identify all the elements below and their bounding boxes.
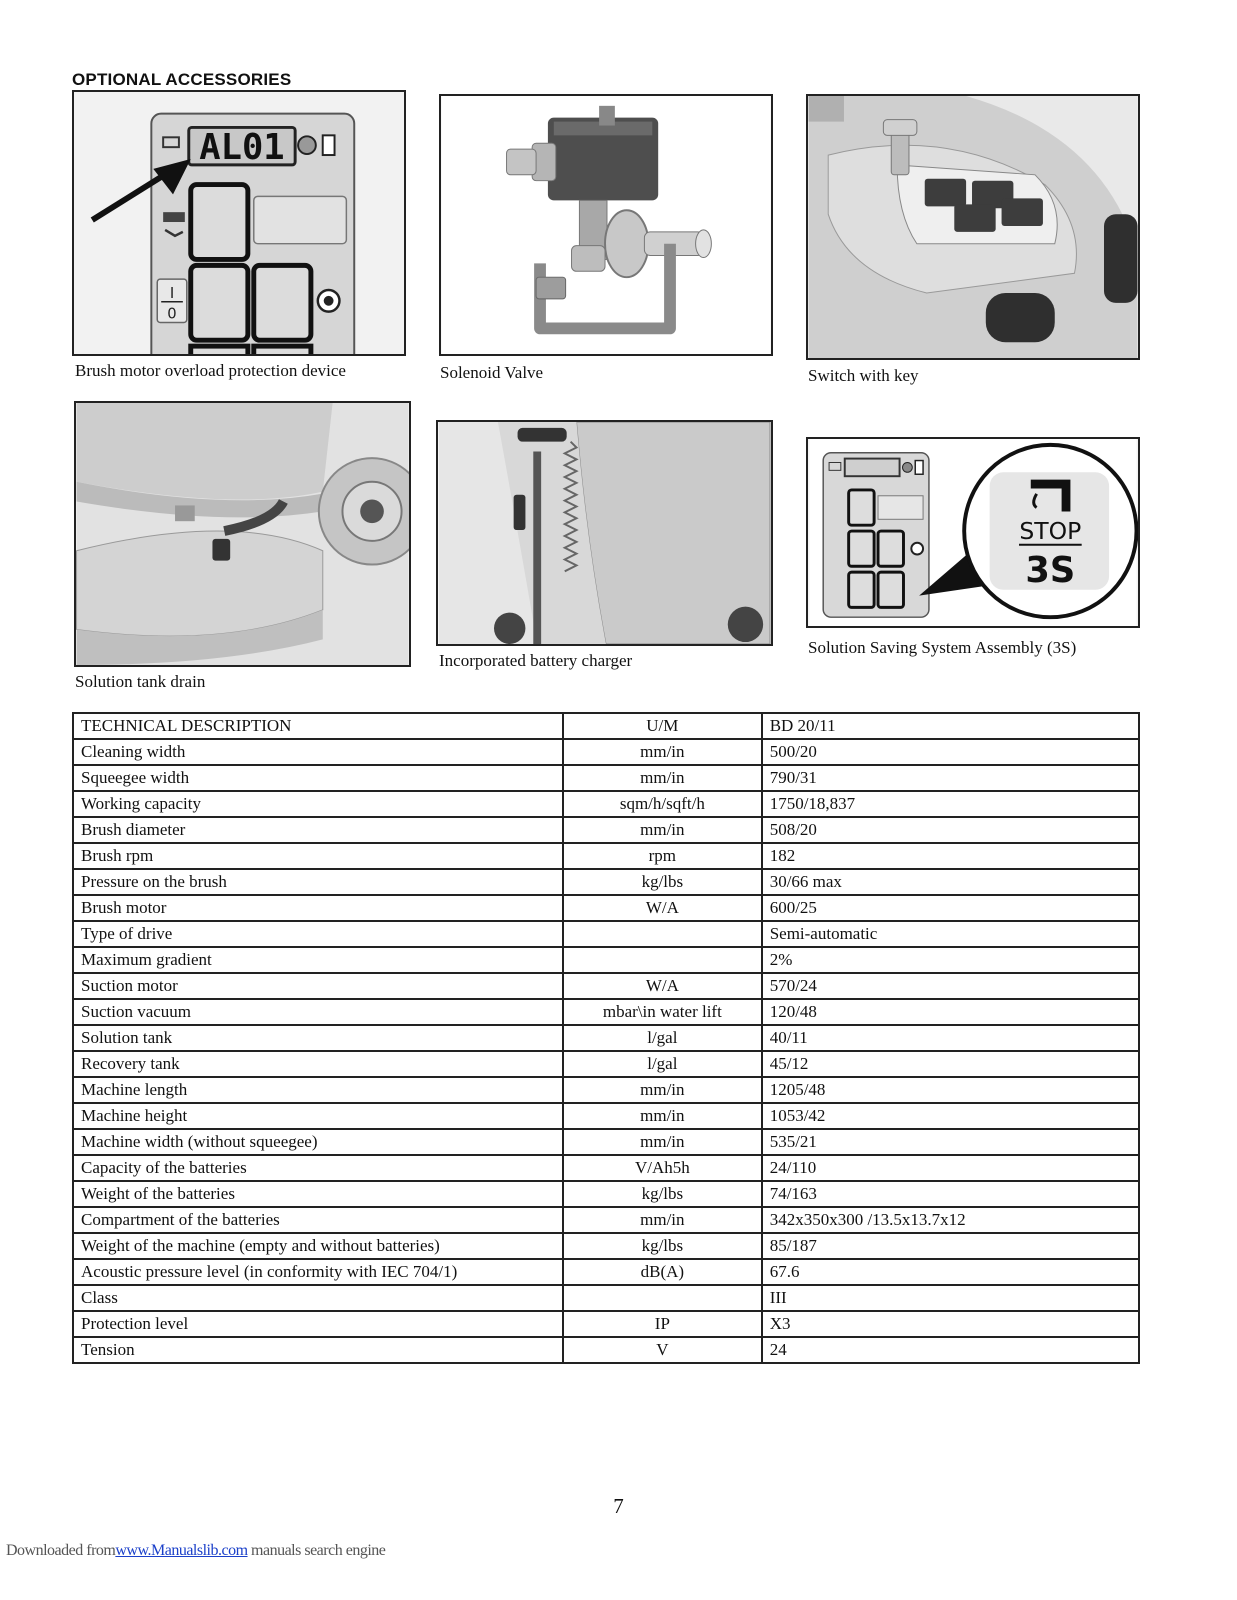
row-unit: W/A xyxy=(563,973,762,999)
caption-solenoid: Solenoid Valve xyxy=(440,363,544,382)
row-description: Tension xyxy=(73,1337,563,1363)
row-description: Solution tank xyxy=(73,1025,563,1051)
table-header-row xyxy=(73,713,1139,739)
page-number: 7 xyxy=(613,1494,624,1518)
footer-link[interactable]: www.Manualslib.com xyxy=(115,1542,248,1559)
row-value: Semi-automatic xyxy=(762,921,1139,947)
row-description: Pressure on the brush xyxy=(73,869,563,895)
row-description: Machine height xyxy=(73,1103,563,1129)
footer-prefix: Downloaded from xyxy=(6,1542,116,1559)
row-value: 40/11 xyxy=(762,1025,1139,1051)
row-unit: mm/in xyxy=(563,1207,762,1233)
header-unit: U/M xyxy=(563,713,762,739)
row-value: 535/21 xyxy=(762,1129,1139,1155)
row-value: 45/12 xyxy=(762,1051,1139,1077)
stop-label: STOP xyxy=(1019,516,1082,545)
row-description: Maximum gradient xyxy=(73,947,563,973)
row-description: Weight of the batteries xyxy=(73,1181,563,1207)
table-row xyxy=(73,1077,1139,1103)
caption-saving-system: Solution Saving System Assembly (3S) xyxy=(808,638,1077,657)
row-description: Cleaning width xyxy=(73,739,563,765)
svg-text:I: I xyxy=(169,284,175,302)
caption-tank-drain: Solution tank drain xyxy=(75,672,206,691)
table-row xyxy=(73,817,1139,843)
footer-suffix: manuals search engine xyxy=(247,1542,386,1559)
table-row xyxy=(73,869,1139,895)
row-unit: rpm xyxy=(563,843,762,869)
row-value: 500/20 xyxy=(762,739,1139,765)
row-unit: W/A xyxy=(563,895,762,921)
table-row xyxy=(73,1311,1139,1337)
row-unit: mm/in xyxy=(563,1077,762,1103)
caption-charger: Incorporated battery charger xyxy=(439,651,633,670)
row-description: Brush diameter xyxy=(73,817,563,843)
table-row xyxy=(73,765,1139,791)
row-value: 600/25 xyxy=(762,895,1139,921)
row-unit xyxy=(563,1285,762,1311)
row-value: 24/110 xyxy=(762,1155,1139,1181)
row-value: 1053/42 xyxy=(762,1103,1139,1129)
row-unit: mm/in xyxy=(563,817,762,843)
row-value: 182 xyxy=(762,843,1139,869)
switch-with-key-image xyxy=(806,94,1140,360)
row-unit: kg/lbs xyxy=(563,869,762,895)
header-model: BD 20/11 xyxy=(762,713,1139,739)
row-value: 570/24 xyxy=(762,973,1139,999)
row-value: 790/31 xyxy=(762,765,1139,791)
row-unit: V xyxy=(563,1337,762,1363)
header-description: TECHNICAL DESCRIPTION xyxy=(73,713,563,739)
row-value: 24 xyxy=(762,1337,1139,1363)
row-description: Recovery tank xyxy=(73,1051,563,1077)
table-row xyxy=(73,1337,1139,1363)
table-row xyxy=(73,999,1139,1025)
row-unit xyxy=(563,947,762,973)
row-value: 74/163 xyxy=(762,1181,1139,1207)
row-value: 120/48 xyxy=(762,999,1139,1025)
table-row xyxy=(73,1103,1139,1129)
table-row xyxy=(73,1285,1139,1311)
footer xyxy=(6,1542,385,1560)
solution-saving-system-image xyxy=(806,437,1140,628)
row-description: Weight of the machine (empty and without batteries) xyxy=(73,1233,563,1259)
row-unit: V/Ah5h xyxy=(563,1155,762,1181)
row-unit: mm/in xyxy=(563,1129,762,1155)
table-row xyxy=(73,1259,1139,1285)
solution-tank-drain-image xyxy=(74,401,411,667)
row-value: 1205/48 xyxy=(762,1077,1139,1103)
row-description: Acoustic pressure level (in conformity with IEC 704/1) xyxy=(73,1259,563,1285)
table-row xyxy=(73,739,1139,765)
solenoid-valve-image xyxy=(439,94,773,356)
row-value: 1750/18,837 xyxy=(762,791,1139,817)
three-s-label: 3S xyxy=(1025,549,1076,591)
row-value: 2% xyxy=(762,947,1139,973)
row-unit: l/gal xyxy=(563,1051,762,1077)
row-unit xyxy=(563,921,762,947)
row-unit: l/gal xyxy=(563,1025,762,1051)
battery-charger-image xyxy=(436,420,773,646)
row-description: Class xyxy=(73,1285,563,1311)
table-row xyxy=(73,1051,1139,1077)
row-description: Type of drive xyxy=(73,921,563,947)
table-row xyxy=(73,1207,1139,1233)
brush-motor-overload-image xyxy=(72,90,406,356)
display-code: AL01 xyxy=(199,126,285,168)
table-row xyxy=(73,1181,1139,1207)
row-description: Machine width (without squeegee) xyxy=(73,1129,563,1155)
row-description: Brush motor xyxy=(73,895,563,921)
row-value: 508/20 xyxy=(762,817,1139,843)
row-value: 85/187 xyxy=(762,1233,1139,1259)
row-description: Squeegee width xyxy=(73,765,563,791)
row-description: Capacity of the batteries xyxy=(73,1155,563,1181)
row-description: Protection level xyxy=(73,1311,563,1337)
svg-text:0: 0 xyxy=(167,305,177,323)
row-unit: mm/in xyxy=(563,765,762,791)
row-value: X3 xyxy=(762,1311,1139,1337)
row-description: Suction vacuum xyxy=(73,999,563,1025)
caption-brush-motor: Brush motor overload protection device xyxy=(75,361,346,380)
table-row xyxy=(73,1025,1139,1051)
row-unit: IP xyxy=(563,1311,762,1337)
row-description: Suction motor xyxy=(73,973,563,999)
section-heading: OPTIONAL ACCESSORIES xyxy=(72,70,292,89)
row-unit: kg/lbs xyxy=(563,1181,762,1207)
table-row xyxy=(73,921,1139,947)
table-row xyxy=(73,973,1139,999)
row-description: Working capacity xyxy=(73,791,563,817)
row-value: 67.6 xyxy=(762,1259,1139,1285)
table-row xyxy=(73,791,1139,817)
row-description: Brush rpm xyxy=(73,843,563,869)
table-row xyxy=(73,843,1139,869)
row-value: III xyxy=(762,1285,1139,1311)
table-row xyxy=(73,1129,1139,1155)
row-unit: kg/lbs xyxy=(563,1233,762,1259)
row-unit: mm/in xyxy=(563,739,762,765)
row-unit: sqm/h/sqft/h xyxy=(563,791,762,817)
table-row xyxy=(73,1155,1139,1181)
row-description: Compartment of the batteries xyxy=(73,1207,563,1233)
row-unit: dB(A) xyxy=(563,1259,762,1285)
table-row xyxy=(73,1233,1139,1259)
caption-switch-key: Switch with key xyxy=(808,366,919,385)
table-row xyxy=(73,947,1139,973)
row-value: 342x350x300 /13.5x13.7x12 xyxy=(762,1207,1139,1233)
row-unit: mm/in xyxy=(563,1103,762,1129)
row-unit: mbar\in water lift xyxy=(563,999,762,1025)
row-value: 30/66 max xyxy=(762,869,1139,895)
technical-specs-table xyxy=(72,712,1140,1364)
table-row xyxy=(73,895,1139,921)
row-description: Machine length xyxy=(73,1077,563,1103)
